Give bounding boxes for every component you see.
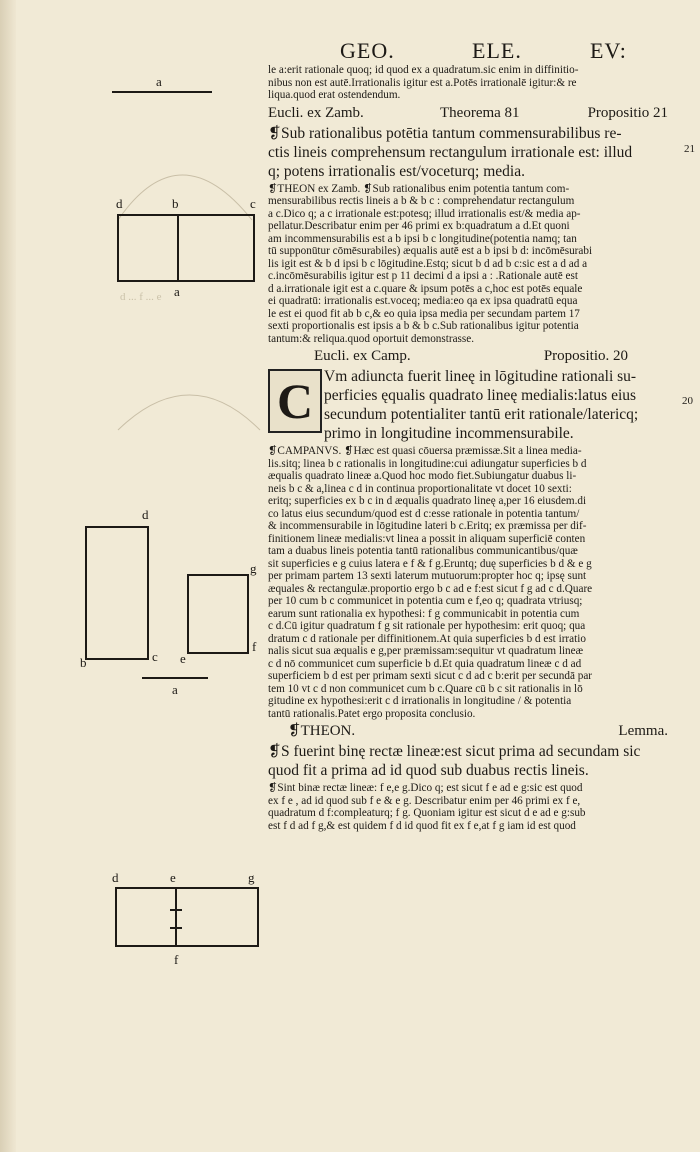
text-line: lis igit est & b d ipsi b c lōgitudine.Estq; sicut b d ad b c:sic est a d ad a xyxy=(268,257,588,270)
text-line: c.incōmēsurabilis igitur est p 11 decimi d a ipsi a : .Rationale autē est xyxy=(268,270,578,282)
text-line: sexti proportionalis est ipsis a b & b c.Sub rationalibus igitur potentia xyxy=(268,320,579,332)
text-line: co latus eius secundum/quod est d c:esse rationale in potentia tantum/ xyxy=(268,507,580,520)
fig2-label-a: a xyxy=(172,682,178,697)
heading2-left: Eucli. ex Camp. xyxy=(314,348,411,364)
heading-propositio-20 xyxy=(268,347,678,365)
fig1-ghost-labels: d ... f ... e xyxy=(120,291,162,303)
fig2-label-e: e xyxy=(180,651,186,666)
theon-commentary xyxy=(268,183,678,346)
heading3-right: Lemma. xyxy=(618,723,668,739)
text-line: Vm adiuncta fuerit lineę in lōgitudine rationali su- xyxy=(324,368,637,385)
text-line: tantū rationalis.Patet ergo proposita conclusio. xyxy=(268,707,476,720)
proposition-20-statement xyxy=(268,367,678,443)
theorem-statement xyxy=(268,124,678,181)
text-line: secundum potentialiter tantū erit rationale/latericq; xyxy=(324,406,639,423)
text-line: earum sunt rationalia ex hypothesi: f g communicabit in potentia cum xyxy=(268,607,580,620)
fig1-label-a: a xyxy=(156,74,162,89)
text-line: nibus non est autē.Irrationalis igitur est a.Potēs irrationalē igitur:& re xyxy=(268,76,577,89)
fig3-label-g: g xyxy=(248,870,255,885)
text-line: superficiem b d est per primam sexti sicut c d ad c b:erit per secundā par xyxy=(268,670,593,682)
figure-2 xyxy=(78,505,268,705)
text-line: a c.Dico q; a c irrationale est:potesq; illud irrationalis est/& media ap- xyxy=(268,207,581,220)
text-line: mensurabilibus rectis lineis a b & b c : comprehendatur rectangulum xyxy=(268,195,575,207)
text-line: tem 10 vt c d non communicet cum b c.Quare cū b c sit rationalis in lō xyxy=(268,682,583,695)
text-line: tam a duabus lineis potentia tantū rationalibus communicantibus/quæ xyxy=(268,545,578,557)
text-line: primo in longitudine incommensurabile. xyxy=(324,425,574,442)
heading1-left: Eucli. ex Zamb. xyxy=(268,104,364,121)
text-line: ex f e , ad id quod sub f e & e g. Describatur enim per 46 primi ex f e, xyxy=(268,794,581,807)
text-line: c d.Cū igitur quadratum f g sit rationale per hypothesim: erit quoq; qua xyxy=(268,620,586,632)
text-line: ei quadratū: irrationalis est.voceq; media:eo qa ex ipsa quadratū equa xyxy=(268,295,578,307)
text-line: le est ei quod fit ab b c,& eo quia ipsa media per secundam partem 17 xyxy=(268,307,580,320)
header-right: EV: xyxy=(590,38,627,63)
fig3-label-d: d xyxy=(112,870,119,885)
heading1-middle: Theorema 81 xyxy=(440,104,520,121)
fig3-label-e: e xyxy=(170,870,176,885)
heading1-right: Propositio 21 xyxy=(587,104,668,121)
margin-number-20: 20 xyxy=(682,395,693,407)
lemma-proof xyxy=(268,782,678,832)
text-line: q; potens irrationalis est/voceturq; media. xyxy=(268,162,525,180)
text-line: lis.sitq; linea b c rationalis in longitudine:cui adiungatur superficies b d xyxy=(268,457,587,470)
text-line: ❡THEON ex Zamb. ❡Sub rationalibus enim potentia tantum com- xyxy=(268,182,570,195)
fig2-rectangle-bd xyxy=(86,527,148,659)
text-line: æquales & rectangulæ.proportio ergo b c ad e f:est sicut f g ad c d.Quare xyxy=(268,582,593,595)
fig3-rectangle xyxy=(116,888,258,946)
heading-theon-lemma xyxy=(268,722,678,740)
text-line: quod fit a prima ad id quod sub duabus rectis lineis. xyxy=(268,762,589,779)
main-text-column xyxy=(268,64,678,832)
fig1-label-b: b xyxy=(172,196,179,211)
text-line: sit superficies e g cuius latera e f & f g.Eruntq; duę superficies b d & e g xyxy=(268,557,592,570)
fig3-label-f: f xyxy=(174,952,179,967)
heading-theorema-81 xyxy=(268,104,678,122)
fig1-ghost-arc-2 xyxy=(118,395,260,430)
fig1-label-a2: a xyxy=(174,284,180,299)
section1 xyxy=(268,64,678,102)
text-line: tantum:& reliqua.quod oportuit demonstrasse. xyxy=(268,332,475,345)
text-line: ❡S fuerint binę rectæ lineæ:est sicut prima ad secundam sic xyxy=(268,743,641,760)
fig2-rectangle-eg xyxy=(188,575,248,653)
text-line: per 10 cum b c communicet in potentia cum e f,eo q; quadrata vtriusq; xyxy=(268,595,583,607)
text-line: am incommensurabilis est a b ipsi b c longitudine(potentia namq; tan xyxy=(268,232,577,245)
text-line: c d nō communicet cum superficie b d.Et quia quadratum lineæ c d ad xyxy=(268,657,582,670)
figure-1 xyxy=(100,70,270,430)
fig2-label-f: f xyxy=(252,639,257,654)
decorated-initial: C xyxy=(268,369,322,433)
fig1-ghost-arc xyxy=(118,175,252,220)
fig2-label-d: d xyxy=(142,507,149,522)
text-line: per primam partem 13 sexti laterum mutuorum:propter hoc q; ipsę sunt xyxy=(268,570,587,582)
text-line: ❡CAMPANVS. ❡Hæc est quasi cōuersa præmissæ.Sit a linea media- xyxy=(268,445,582,457)
text-line: d a.irrationale igit est a c.quare & ipsum potēs a c,hoc est potēs equale xyxy=(268,282,583,295)
text-line: ❡Sint binæ rectæ lineæ: f e,e g.Dico q; est sicut f e ad e g:sic est quod xyxy=(268,782,583,794)
fig2-label-c: c xyxy=(152,649,158,664)
text-line: pellatur.Describatur enim per 46 primi ex b:quadratum a d.Et quoni xyxy=(268,220,570,232)
text-line: quadratum d f:compleaturq; f g. Quoniam igitur est sicut d e ad e g:sub xyxy=(268,807,586,819)
campanus-commentary xyxy=(268,445,678,720)
fig1-label-d: d xyxy=(116,196,123,211)
header-left: GEO. xyxy=(340,38,395,63)
fig2-label-g: g xyxy=(250,561,257,576)
text-line: tū supponūtur cōmēsurabiles) æqualis autē est a b ipsi b d: incōmēsurabi xyxy=(268,245,593,257)
text-line: est f d ad f g,& est quidem f d id quod fit ex f e,at f g iam id est quod xyxy=(268,819,576,832)
fig1-label-c: c xyxy=(250,196,256,211)
text-line: le a:erit rationale quoq; id quod ex a quadratum.sic enim in diffinitio- xyxy=(268,64,579,76)
text-line: neis b c & a,linea c d in continua proportionalitate vt docet 10 sexti: xyxy=(268,482,572,495)
text-line: gitudine ex hypothesi:erit c d irrationalis in longitudine / & potentia xyxy=(268,695,572,707)
heading2-right: Propositio. 20 xyxy=(543,348,628,364)
figure-3 xyxy=(108,868,268,968)
page-gutter xyxy=(0,0,16,1152)
text-line: ctis lineis comprehensum rectangulum irrationale est: illud xyxy=(268,143,633,161)
proposition-20-block xyxy=(268,367,678,443)
lemma-statement xyxy=(268,742,678,780)
header-center: ELE. xyxy=(472,38,522,63)
text-line: dratum c d rationale per diffinitionem.At quia superficies b d est irratio xyxy=(268,632,586,645)
text-line: eritq; superficies ex b c in d æqualis quadrato lineę a,per 16 eiusdem.di xyxy=(268,495,587,507)
text-line: ❡Sub rationalibus potētia tantum commensurabilibus re- xyxy=(268,124,622,142)
text-line: & incommensurabile in lōgitudine lateri b c.Eritq; ex præmissa per dif- xyxy=(268,520,587,532)
text-line: finitionem lineæ medialis:vt linea a possit in aliquam superficiē conten xyxy=(268,532,586,545)
text-line: perficies ęqualis quadrato lineę medialis:latus eius xyxy=(324,387,637,404)
fig1-rectangle xyxy=(118,215,254,281)
text-line: nalis sicut sua æqualis e g,per præmissam:sequitur vt quadratum lineæ xyxy=(268,645,584,657)
heading3-left: ❡THEON. xyxy=(288,723,356,739)
text-line: æqualis quadrato lineæ a.Quod hoc modo fiet.Subiungatur duabus li- xyxy=(268,470,577,482)
fig2-label-b: b xyxy=(80,655,87,670)
text-line: liqua.quod erat ostendendum. xyxy=(268,89,401,101)
running-header xyxy=(330,38,670,66)
margin-number-21: 21 xyxy=(684,143,695,155)
